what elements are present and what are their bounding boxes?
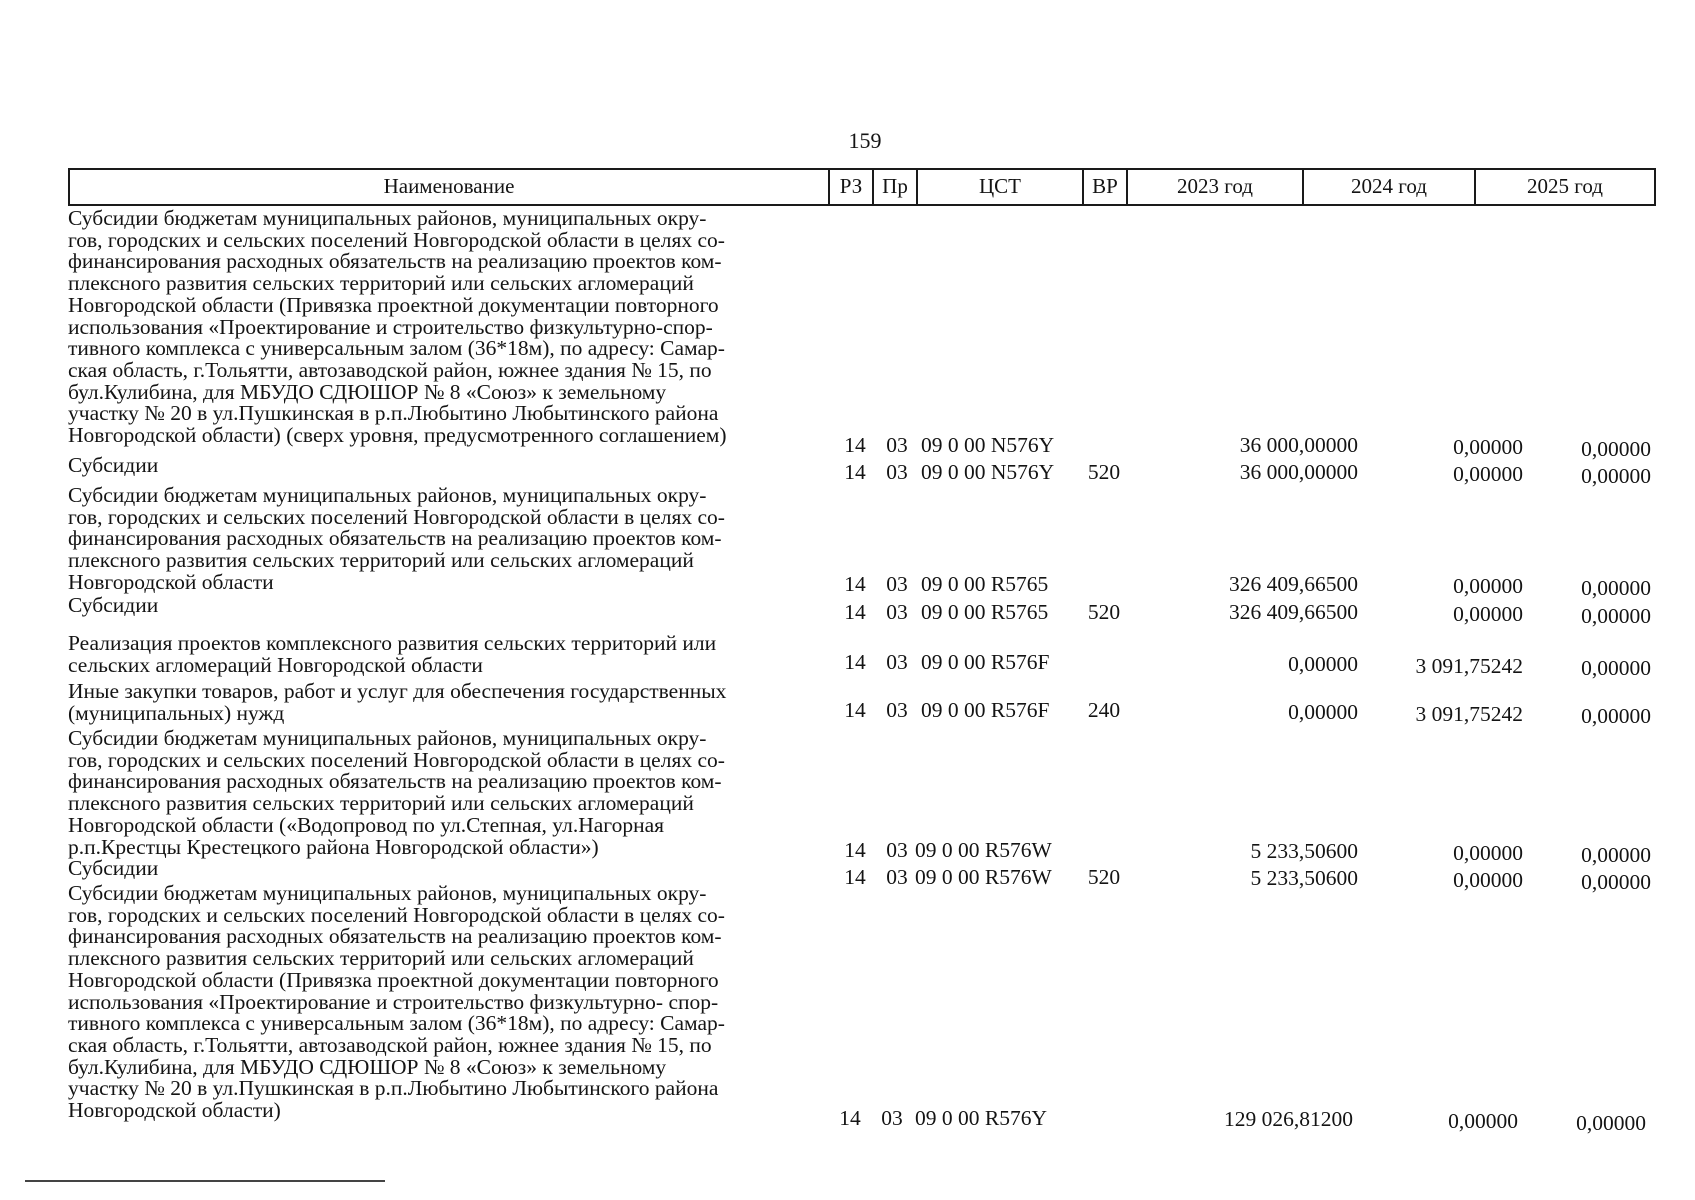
row-pr: 03 xyxy=(886,650,908,674)
row-rz: 14 xyxy=(844,650,866,674)
row-2025: 0,00000 xyxy=(1581,656,1651,680)
table-row xyxy=(68,633,1656,681)
row-pr: 03 xyxy=(886,572,908,596)
row-2023: 5 233,50600 xyxy=(1250,866,1358,890)
table-row xyxy=(68,206,1656,461)
row-2025: 0,00000 xyxy=(1581,704,1651,728)
row-2024: 0,00000 xyxy=(1453,602,1523,626)
row-2025: 0,00000 xyxy=(1581,464,1651,488)
row-name: Субсидии xyxy=(68,453,159,477)
row-2024: 0,00000 xyxy=(1453,841,1523,865)
row-2023: 129 026,81200 xyxy=(1224,1107,1353,1131)
row-name: Субсидии xyxy=(68,593,159,617)
row-rz: 14 xyxy=(844,865,866,889)
table-row xyxy=(68,453,1656,488)
row-cst: 09 0 00 R576W xyxy=(915,838,1052,862)
row-name: Субсидии бюджетам муниципальных районов, муниципальных окру- гов, городских и сельских поселений Новгородской области в целях со- финансирования расходных обязательств на реализацию проектов ком- плексного развития сельских территорий или сельских агломераций Новгородской области xyxy=(68,483,725,594)
budget-table xyxy=(68,168,1656,1135)
row-cst: 09 0 00 R5765 xyxy=(921,600,1049,624)
header-name: Наименование xyxy=(70,170,830,204)
row-rz: 14 xyxy=(839,1106,861,1130)
row-name: Иные закупки товаров, работ и услуг для обеспечения государственных (муниципальных) нужд xyxy=(68,679,727,725)
row-2024: 0,00000 xyxy=(1453,868,1523,892)
row-2023: 326 409,66500 xyxy=(1229,572,1358,596)
row-pr: 03 xyxy=(886,460,908,484)
header-2024: 2024 год xyxy=(1304,170,1476,204)
header-rz: РЗ xyxy=(830,170,874,204)
row-rz: 14 xyxy=(844,838,866,862)
row-name: Субсидии xyxy=(68,856,159,880)
row-2023: 36 000,00000 xyxy=(1239,433,1358,457)
row-cst: 09 0 00 N576Y xyxy=(921,433,1055,457)
row-pr: 03 xyxy=(886,838,908,862)
table-row xyxy=(68,681,1656,731)
row-pr: 03 xyxy=(886,433,908,457)
row-2025: 0,00000 xyxy=(1581,604,1651,628)
row-2023: 0,00000 xyxy=(1288,700,1358,724)
table-row xyxy=(68,483,1656,600)
row-name: Субсидии бюджетам муниципальных районов, муниципальных окру- гов, городских и сельских поселений Новгородской области в целях со- финансирования расходных обязательств на реализацию проектов ком- плексного развития сельских территорий или сельских агломераций Новгородской области («Водопровод по ул.Степная, ул.Нагорная р.п.Крестцы Крестецкого района Новгородской области») xyxy=(68,726,725,859)
row-cst: 09 0 00 N576Y xyxy=(921,460,1055,484)
row-vr: 520 xyxy=(1087,460,1121,484)
row-vr: 520 xyxy=(1087,865,1121,889)
row-rz: 14 xyxy=(844,600,866,624)
row-rz: 14 xyxy=(844,698,866,722)
table-row xyxy=(68,593,1656,628)
row-2025: 0,00000 xyxy=(1581,437,1651,461)
row-pr: 03 xyxy=(881,1106,903,1130)
header-2025: 2025 год xyxy=(1527,174,1603,198)
row-vr: 240 xyxy=(1087,698,1121,722)
row-rz: 14 xyxy=(844,433,866,457)
row-2023: 5 233,50600 xyxy=(1250,839,1358,863)
header-cst: ЦСТ xyxy=(918,170,1084,204)
table-header xyxy=(68,168,1656,206)
row-2025: 0,00000 xyxy=(1581,576,1651,600)
row-pr: 03 xyxy=(886,865,908,889)
row-2023: 36 000,00000 xyxy=(1239,460,1358,484)
table-row xyxy=(68,726,1656,867)
row-2025: 0,00000 xyxy=(1581,870,1651,894)
page-number: 159 xyxy=(848,128,882,153)
row-cst: 09 0 00 R576Y xyxy=(915,1106,1047,1130)
row-pr: 03 xyxy=(886,600,908,624)
row-2023: 0,00000 xyxy=(1288,652,1358,676)
row-vr: 520 xyxy=(1087,600,1121,624)
row-2023: 326 409,66500 xyxy=(1229,600,1358,624)
header-vr: ВР xyxy=(1084,170,1128,204)
row-2025: 0,00000 xyxy=(1576,1111,1646,1135)
row-rz: 14 xyxy=(844,572,866,596)
row-2024: 0,00000 xyxy=(1453,574,1523,598)
row-2024: 3 091,75242 xyxy=(1415,702,1523,726)
row-rz: 14 xyxy=(844,460,866,484)
row-cst: 09 0 00 R576W xyxy=(915,865,1052,889)
table-row xyxy=(68,881,1656,1135)
header-2023: 2023 год xyxy=(1128,170,1304,204)
row-2024: 0,00000 xyxy=(1453,462,1523,486)
row-name: Субсидии бюджетам муниципальных районов, муниципальных окру- гов, городских и сельских поселений Новгородской области в целях со- финансирования расходных обязательств на реализацию проектов ком- плексного развития сельских территорий или сельских агломераций Новгородской области (Привязка проектной документации повторного использования «Проектирование и строительство физкультурно- спор- тивного комплекса с универсальным залом (36*18м), по адресу: Самар- ская область, г.Тольятти, автозаводской район, южнее здания № 15, по бул.Кулибина, для МБУДО СДЮШОР № 8 «Союз» к земельному участку № 20 в ул.Пушкинская в р.п.Любытино Любытинского района Новгородской области) xyxy=(68,881,725,1123)
row-name: Реализация проектов комплексного развития сельских территорий или сельских агломераций Новгородской области xyxy=(68,631,717,677)
row-2025: 0,00000 xyxy=(1581,843,1651,867)
row-2024: 0,00000 xyxy=(1453,435,1523,459)
row-cst: 09 0 00 R576F xyxy=(921,650,1050,674)
row-cst: 09 0 00 R5765 xyxy=(921,572,1049,596)
row-pr: 03 xyxy=(886,698,908,722)
header-pr: Пр xyxy=(874,170,918,204)
row-2024: 3 091,75242 xyxy=(1415,654,1523,678)
row-cst: 09 0 00 R576F xyxy=(921,698,1050,722)
row-2024: 0,00000 xyxy=(1448,1109,1518,1133)
footnote-divider xyxy=(25,1180,385,1182)
row-name: Субсидии бюджетам муниципальных районов, муниципальных окру- гов, городских и сельских поселений Новгородской области в целях со- финансирования расходных обязательств на реализацию проектов ком- плексного развития сельских территорий или сельских агломераций Новгородской области (Привязка проектной документации повторного использования «Проектирование и строительство физкультурно-спор- тивного комплекса с универсальным залом (36*18м), по адресу: Самар- ская область, г.Тольятти, автозаводской район, южнее здания № 15, по бул.Кулибина, для МБУДО СДЮШОР № 8 «Союз» к земельному участку № 20 в ул.Пушкинская в р.п.Любытино Любытинского района Новгородской области) (сверх уровня, предусмотренного соглашением) xyxy=(68,206,727,448)
